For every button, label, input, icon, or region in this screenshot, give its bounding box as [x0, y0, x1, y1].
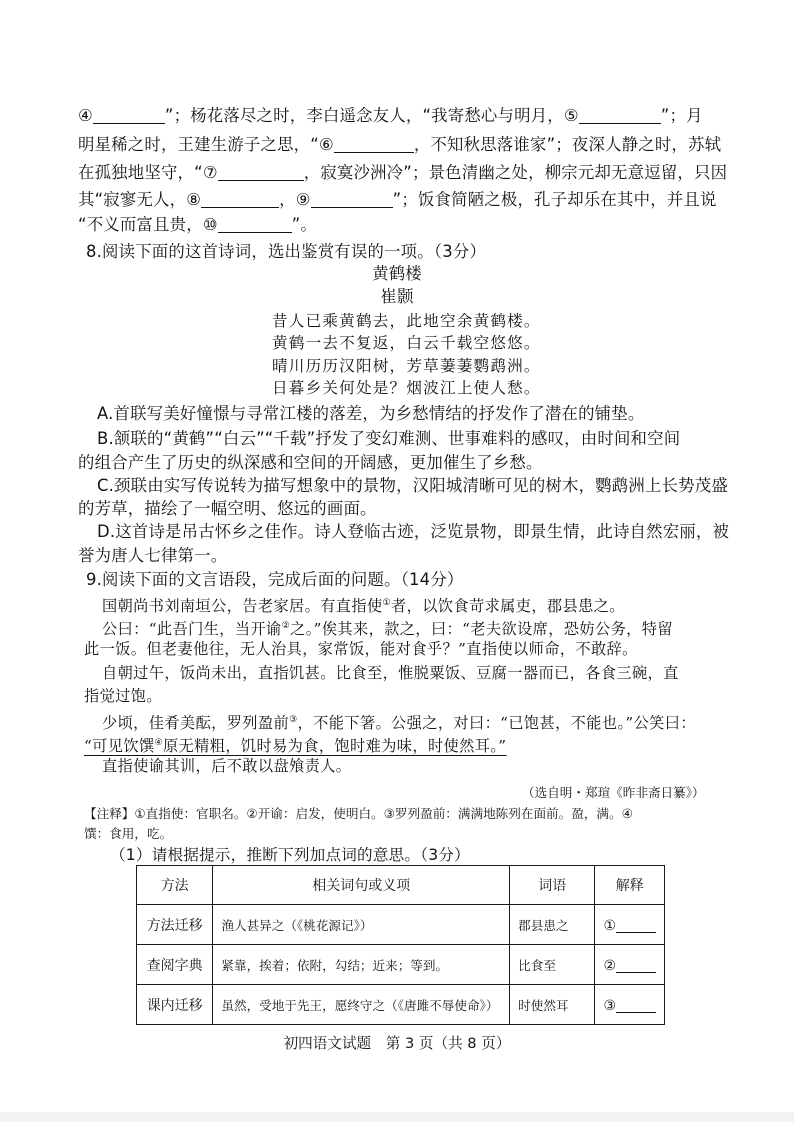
answer-blank-t1[interactable]: [616, 916, 656, 933]
q8-option-c-cont: 的芳草，描绘了一幅空明、悠远的画面。: [78, 499, 377, 518]
fill-text: ”；月: [660, 106, 703, 125]
passage-p4: [102, 710, 696, 733]
poem-title: 黄鹤楼: [372, 264, 422, 283]
passage-p1: [102, 593, 625, 616]
q8-option-b-cont: 的组合产生了历史的纵深感和空间的开阔感，更加催生了乡愁。: [78, 453, 543, 472]
fill-text: “不义而富且贵，⑩: [78, 215, 218, 234]
scan-edge: [0, 1112, 794, 1122]
q8-option-b[interactable]: B.颔联的“黄鹤”“白云”“千载”抒发了变幻难测、世事难料的感叹，由时间和空间: [97, 429, 681, 448]
page-footer: 初四语文试题 第 3 页（共 8 页）: [283, 1035, 511, 1052]
passage-p3: 自朝过午，饭尚未出，直指饥甚。比食至，惟脱粟饭、豆腐一器而已，各食三碗，直: [102, 664, 679, 682]
answer-cell: [595, 945, 665, 985]
answer-blank-t3[interactable]: [616, 996, 656, 1013]
word-cell: 时使然耳: [510, 985, 595, 1025]
table-row: [137, 945, 665, 985]
answer-blank-8[interactable]: [201, 191, 279, 208]
method-cell: 方法迁移: [137, 905, 213, 945]
word-cell: 比食至: [510, 945, 595, 985]
fill-text: ，⑨: [279, 190, 311, 209]
answer-blank-10[interactable]: [218, 216, 292, 233]
answer-cell: [595, 905, 665, 945]
answer-blank-5[interactable]: [579, 107, 661, 124]
q8-option-d-cont: 誉为唐人七律第一。: [78, 546, 228, 565]
note-marker: ②: [281, 621, 291, 631]
q9-sub1-stem: （1）请根据提示，推断下列加点词的意思。（3分）: [110, 846, 470, 864]
q8-option-a[interactable]: A.首联写美好憧憬与寻常江楼的落差，为乡愁情结的抒发作了潜在的铺垫。: [97, 404, 645, 423]
passage-p2-cont: 此一饭。但老妻他往，无人治具，家常饭，能对食乎？”直指使以师命，不敢辞。: [84, 640, 638, 658]
table-header-method: 方法: [137, 866, 213, 905]
fill-text: 其“寂寥无人，⑧: [78, 190, 202, 209]
method-cell: 课内迁移: [137, 985, 213, 1025]
table-header-row: [137, 866, 665, 905]
q9-stem: 9.阅读下面的文言语段，完成后面的问题。（14分）: [86, 570, 464, 589]
answer-blank-7[interactable]: [218, 164, 304, 181]
poem-line-2: 黄鹤一去不复返，白云千载空悠悠。: [272, 334, 541, 352]
passage-p5-underlined: [84, 733, 506, 756]
fill-line-1: [78, 106, 703, 126]
answer-cell: [595, 985, 665, 1025]
table-row: [137, 905, 665, 945]
table-header-explanation: 解释: [595, 866, 665, 905]
note-marker: ④: [154, 738, 163, 748]
passage-text: 少顷，佳肴美酝，罗列盈前: [102, 714, 290, 732]
q8-option-c[interactable]: C.颈联由实写传说转为描写想象中的景物，汉阳城清晰可见的树木，鹦鹉洲上长势茂盛: [97, 476, 728, 495]
fill-line-4: [78, 190, 717, 210]
passage-text: 原无精粗，饥时易为食，饱时难为味，时使然耳。”: [162, 737, 507, 755]
table-header-reference: 相关词句或义项: [213, 866, 510, 905]
passage-p3-cont: 指觉过饱。: [84, 687, 162, 705]
word-cell: 郡县患之: [510, 905, 595, 945]
fill-text: 在孤独地坚守，“⑦: [78, 163, 218, 182]
answer-number: ①: [603, 917, 616, 934]
passage-text: 国朝尚书刘南垣公，告老家居。有直指使: [102, 597, 383, 615]
fill-line-3: [78, 163, 727, 183]
passage-p2: [102, 616, 673, 639]
passage-text: 者，以饮食苛求属吏，郡县患之。: [391, 597, 625, 615]
fill-line-5: [78, 215, 317, 235]
note-marker: ①: [382, 598, 392, 608]
q8-option-d[interactable]: D.这首诗是吊古怀乡之佳作。诗人登临古迹，泛览景物，即景生情，此诗自然宏丽，被: [97, 522, 730, 541]
poem-line-3: 晴川历历汉阳树，芳草萋萋鹦鹉洲。: [272, 357, 541, 375]
passage-text: “可见饮馔: [84, 737, 155, 755]
answer-blank-6[interactable]: [334, 136, 414, 153]
passage-text: 公曰：“此吾门生，当开谕: [102, 620, 282, 638]
method-cell: 查阅字典: [137, 945, 213, 985]
reference-cell: 渔人甚异之（《桃花源记》）: [213, 905, 510, 945]
fill-text: ，不知秋思落谁家”；夜深人静之时，苏轼: [413, 135, 722, 154]
fill-text: ，寂寞沙洲冷”；景色清幽之处，柳宗元却无意逗留，只因: [303, 163, 728, 182]
answer-number: ②: [603, 957, 616, 974]
reference-cell: 紧靠，挨着；依附，勾结；近来；等到。: [213, 945, 510, 985]
answer-blank-4[interactable]: [93, 107, 165, 124]
poem-author: 崔颢: [380, 287, 414, 306]
passage-text: ，不能下箸。公强之，对曰：“已饱甚，不能也。”公笑曰：: [297, 714, 696, 732]
passage-source: （选自明・郑瑄《昨非斋日纂》）: [522, 785, 705, 800]
fill-text: ”；饭食简陋之极，孔子却乐在其中，并且说: [392, 190, 717, 209]
answer-number: ③: [603, 997, 616, 1014]
passage-text: 之。”俟其来，款之，曰：“老夫欲设席，恐妨公务，特留: [290, 620, 673, 638]
answer-blank-9[interactable]: [311, 191, 393, 208]
fill-text: ”；杨花落尽之时，李白遥念友人，“我寄愁心与明月，⑤: [164, 106, 579, 125]
passage-p6: 直指使谕其训，后不敢以盘飧责人。: [102, 757, 352, 775]
table-header-word: 词语: [510, 866, 595, 905]
q8-stem: 8.阅读下面的这首诗词，选出鉴赏有误的一项。（3分）: [86, 242, 487, 261]
poem-line-1: 昔人已乘黄鹤去，此地空余黄鹤楼。: [272, 312, 541, 330]
annotation-line-2: 馔：食用，吃。: [84, 826, 173, 841]
annotation-line-1: 【注释】①直指使：官职名。②开谕：启发，使明白。③罗列盈前：满满地陈列在面前。盈，满。④: [84, 806, 633, 821]
fill-text: ④: [78, 106, 93, 125]
table-row: [137, 985, 665, 1025]
fill-line-2: [78, 135, 721, 155]
reference-cell: 虽然，受地于先王，愿终守之（《唐雎不辱使命》）: [213, 985, 510, 1025]
inference-table: [136, 865, 665, 1025]
fill-text: 明星稀之时，王建生游子之思，“⑥: [78, 135, 334, 154]
note-marker: ③: [289, 715, 298, 725]
fill-text: ”。: [291, 215, 318, 234]
answer-blank-t2[interactable]: [616, 956, 656, 973]
poem-line-4: 日暮乡关何处是？烟波江上使人愁。: [272, 379, 541, 397]
